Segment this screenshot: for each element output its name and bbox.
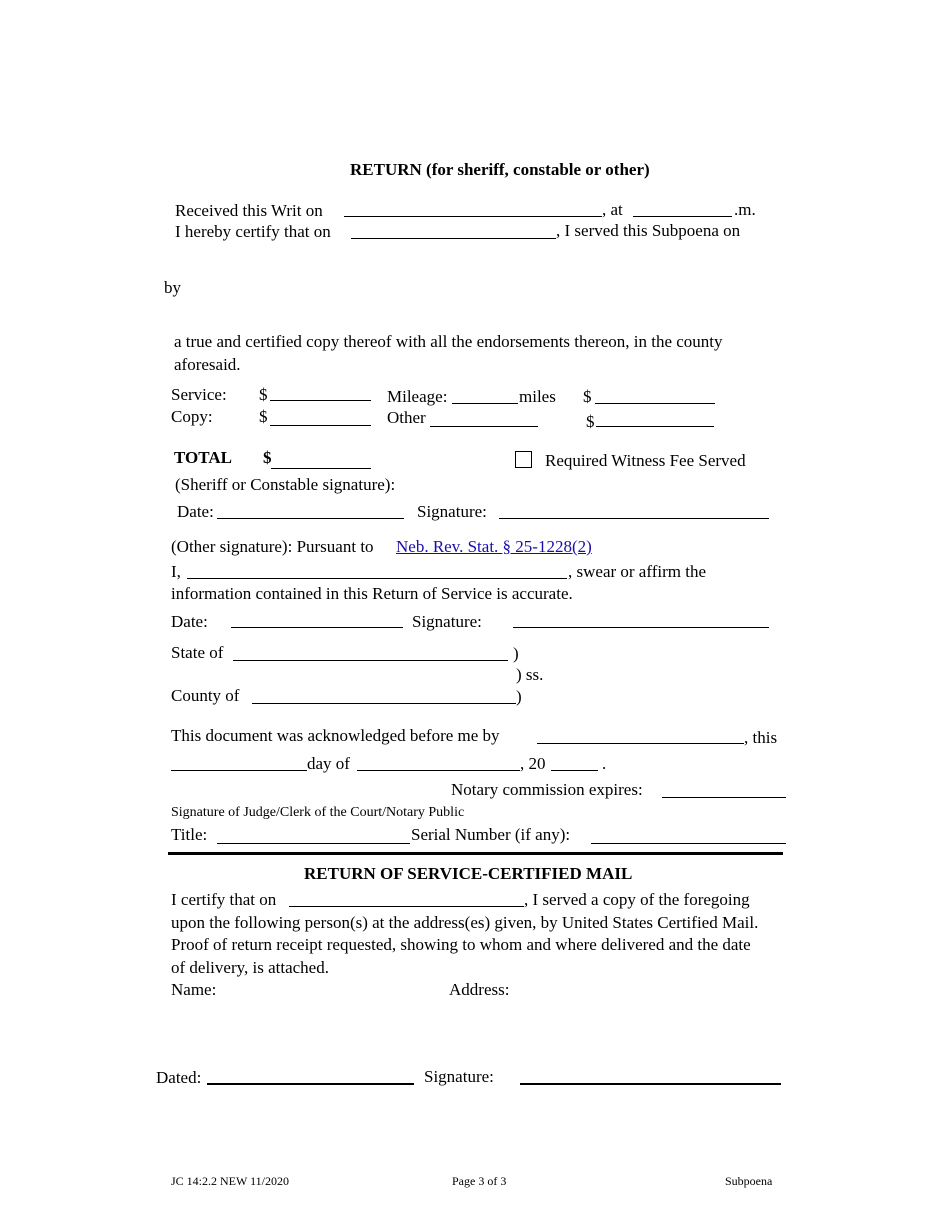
section-divider (168, 852, 783, 855)
copy-fee-field[interactable] (270, 425, 371, 426)
other-date-field[interactable] (231, 627, 403, 628)
other-dollar: $ (586, 412, 595, 431)
page-title: RETURN (for sheriff, constable or other) (350, 160, 650, 179)
affiant-name-field[interactable] (187, 578, 567, 579)
by-label: by (164, 278, 181, 297)
total-label: TOTAL (174, 448, 232, 467)
ack-name-field[interactable] (537, 743, 744, 744)
day-of-label: day of (307, 754, 350, 773)
state-of-label: State of (171, 643, 224, 662)
other-label: Other (387, 408, 426, 427)
copy-label: Copy: (171, 407, 213, 426)
ack-text: This document was acknowledged before me by (171, 726, 500, 745)
footer-doc-type: Subpoena (725, 1174, 773, 1188)
judge-signature-label: Signature of Judge/Clerk of the Court/Notary Public (171, 805, 465, 820)
copy-dollar: $ (259, 407, 268, 426)
state-paren: ) (513, 644, 519, 663)
ss-label: ) ss. (516, 665, 544, 684)
miles-label: miles (519, 387, 556, 406)
mail-line2: upon the following person(s) at the address(es) given, by United States Certified Mail. (171, 913, 759, 932)
total-dollar: $ (263, 448, 272, 467)
mail-heading: RETURN OF SERVICE-CERTIFIED MAIL (304, 864, 633, 883)
mail-line3: Proof of return receipt requested, showing to whom and where delivered and the date (171, 935, 751, 954)
affirm-suffix: , swear or affirm the (568, 562, 706, 581)
ack-month-field[interactable] (357, 770, 520, 771)
mail-certify-suffix: , I served a copy of the foregoing (524, 890, 750, 909)
mileage-miles-field[interactable] (452, 403, 518, 404)
mileage-label: Mileage: (387, 387, 448, 406)
service-dollar: $ (259, 385, 268, 404)
dated-label: Dated: (156, 1068, 202, 1087)
sheriff-signature-field[interactable] (499, 518, 769, 519)
ack-day-field[interactable] (171, 770, 307, 771)
final-signature-field[interactable] (520, 1083, 781, 1085)
sheriff-signature-label: (Sheriff or Constable signature): (175, 475, 396, 494)
other-signature-text: Signature: (412, 612, 482, 631)
true-copy-text: a true and certified copy thereof with all the endorsements thereon, in the county (174, 332, 723, 351)
service-fee-field[interactable] (270, 400, 371, 401)
final-signature-label: Signature: (424, 1067, 494, 1086)
certify-label: I hereby certify that on (175, 222, 331, 241)
year-prefix: , 20 (520, 754, 546, 773)
footer-page-number: Page 3 of 3 (452, 1174, 507, 1188)
county-field[interactable] (252, 703, 516, 704)
title-label: Title: (171, 825, 208, 844)
received-at-label: , at (602, 200, 623, 219)
true-copy-text-2: aforesaid. (174, 355, 241, 374)
mail-address-label: Address: (449, 980, 510, 999)
served-date-field[interactable] (351, 238, 556, 239)
mail-line4: of delivery, is attached. (171, 958, 329, 977)
witness-fee-label: Required Witness Fee Served (545, 451, 746, 470)
mail-certify-prefix: I certify that on (171, 890, 277, 909)
other-fee-field[interactable] (596, 426, 714, 427)
mileage-fee-field[interactable] (595, 403, 715, 404)
received-time-field[interactable] (633, 216, 732, 217)
witness-fee-checkbox[interactable] (515, 451, 532, 468)
notary-expires-field[interactable] (662, 797, 786, 798)
statute-link[interactable]: Neb. Rev. Stat. § 25-1228(2) (396, 537, 592, 556)
dated-field[interactable] (207, 1083, 414, 1085)
title-field[interactable] (217, 843, 410, 844)
mileage-dollar: $ (583, 387, 592, 406)
affirm-line2: information contained in this Return of Service is accurate. (171, 584, 573, 603)
ack-period: . (602, 754, 607, 773)
received-date-field[interactable] (344, 216, 602, 217)
other-signature-label: (Other signature): Pursuant to (171, 537, 374, 556)
total-fee-field[interactable] (271, 468, 371, 469)
mail-date-field[interactable] (289, 906, 524, 907)
affirm-prefix: I, (171, 562, 181, 581)
county-paren: ) (516, 687, 522, 706)
certify-suffix: , I served this Subpoena on (556, 221, 741, 240)
serial-field[interactable] (591, 843, 786, 844)
county-of-label: County of (171, 686, 240, 705)
ack-year-field[interactable] (551, 770, 598, 771)
mail-name-label: Name: (171, 980, 217, 999)
sheriff-signature-text: Signature: (417, 502, 487, 521)
received-label: Received this Writ on (175, 201, 323, 220)
footer-form-code: JC 14:2.2 NEW 11/2020 (171, 1174, 290, 1188)
sheriff-date-label: Date: (177, 502, 214, 521)
sheriff-date-field[interactable] (217, 518, 404, 519)
received-suffix: .m. (734, 200, 756, 219)
other-signature-field[interactable] (513, 627, 769, 628)
serial-label: Serial Number (if any): (411, 825, 571, 844)
ack-this: , this (744, 728, 778, 747)
other-desc-field[interactable] (430, 426, 538, 427)
service-label: Service: (171, 385, 227, 404)
state-field[interactable] (233, 660, 508, 661)
notary-expires-label: Notary commission expires: (451, 780, 643, 799)
other-date-label: Date: (171, 612, 208, 631)
